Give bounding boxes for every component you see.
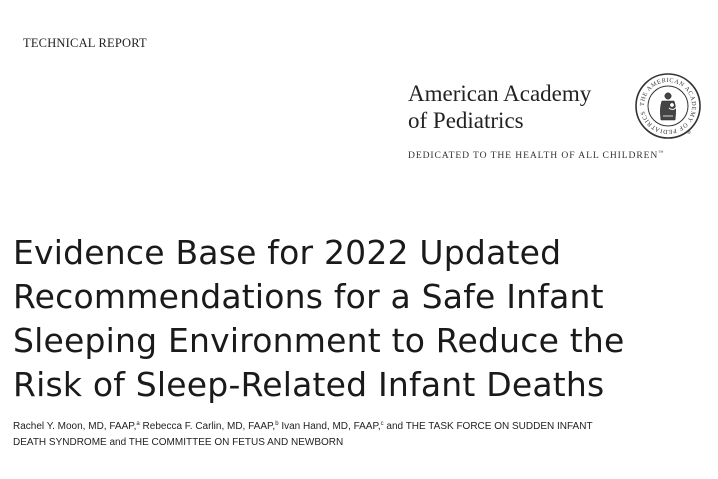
trademark-mark: ™ [658,150,664,156]
affiliation-mark: a [136,421,140,427]
aap-logo-block [408,76,708,170]
organization-name-line-2: of Pediatrics [408,108,524,133]
title-line-1: Evidence Base for 2022 Updated [13,233,562,272]
author-list [13,419,713,451]
authors-tail: and THE TASK FORCE ON SUDDEN INFANT [386,421,593,432]
tagline-text: DEDICATED TO THE HEALTH OF ALL CHILDREN [408,150,659,161]
article-title [13,231,713,407]
title-line-4: Risk of Sleep-Related Infant Deaths [13,365,605,404]
author-name: Ivan Hand, MD, FAAP, [281,421,381,432]
author-line-1 [13,419,713,435]
title-line-3: Sleeping Environment to Reduce the [13,321,625,360]
seal-ring-text: THE AMERICAN ACADEMY OF PEDIATRICS [638,76,698,136]
affiliation-mark: b [275,421,279,427]
report-type-label: TECHNICAL REPORT [23,36,147,50]
author-name: Rachel Y. Moon, MD, FAAP, [13,421,137,432]
aap-seal-icon [634,72,702,140]
author-name: Rebecca F. Carlin, MD, FAAP, [142,421,276,432]
organization-name-line-1: American Academy [408,81,592,106]
svg-text:®: ® [687,130,691,136]
author-line-2: DEATH SYNDROME and THE COMMITTEE ON FETUS AND NEWBORN [13,437,344,448]
affiliation-mark: c [380,421,384,427]
title-line-2: Recommendations for a Safe Infant [13,277,604,316]
organization-tagline [408,150,663,161]
organization-name [408,80,638,134]
